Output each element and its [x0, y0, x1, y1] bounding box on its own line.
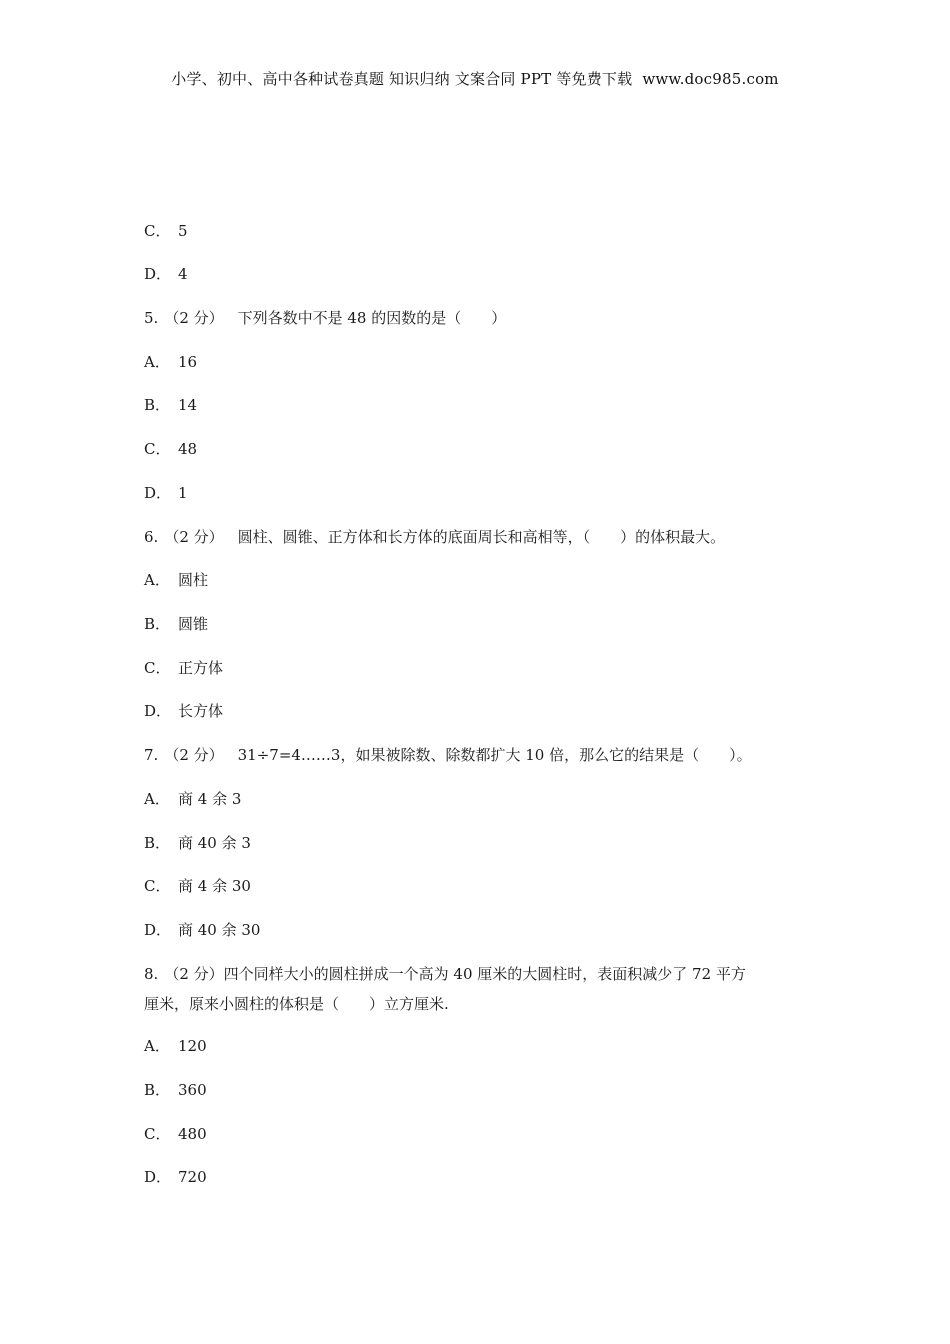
- question-number: 6.: [144, 528, 159, 546]
- option-text: 48: [178, 440, 198, 458]
- question-number: 7.: [144, 746, 159, 764]
- option-letter: B．: [144, 834, 171, 852]
- q5-option-a: [144, 351, 197, 373]
- option-letter: A．: [144, 353, 170, 371]
- question-score: （2 分）: [164, 746, 224, 764]
- option-text: 480: [178, 1125, 207, 1143]
- option-text: 720: [178, 1168, 207, 1186]
- q6-option-b: [144, 613, 208, 635]
- q7-option-c: [144, 875, 251, 897]
- question-text: 31÷7=4……3，如果被除数、除数都扩大 10 倍，那么它的结果是（ ）。: [237, 746, 752, 764]
- option-text: 商 40 余 3: [178, 834, 251, 852]
- q6-option-a: [144, 569, 208, 591]
- page-header: [0, 68, 950, 89]
- q7-option-b: [144, 832, 251, 854]
- q6-option-c: [144, 657, 223, 679]
- q6-stem: [144, 526, 725, 548]
- q7-stem: [144, 744, 752, 766]
- option-letter: D．: [144, 484, 172, 502]
- option-text: 14: [178, 396, 198, 414]
- option-text: 1: [178, 484, 188, 502]
- option-letter: A．: [144, 571, 170, 589]
- option-letter: C．: [144, 440, 171, 458]
- option-letter: C．: [144, 659, 171, 677]
- option-letter: B．: [144, 615, 171, 633]
- option-letter: D．: [144, 921, 172, 939]
- q5-option-c: [144, 438, 197, 460]
- q8-option-c: [144, 1123, 207, 1145]
- q8-option-a: [144, 1035, 207, 1057]
- option-letter: D．: [144, 265, 172, 283]
- option-letter: D．: [144, 1168, 172, 1186]
- question-score: （2 分）: [164, 309, 224, 327]
- option-text: 5: [178, 222, 188, 240]
- header-title: 小学、初中、高中各种试卷真题 知识归纳 文案合同 PPT 等免费下载: [171, 70, 633, 88]
- option-letter: A．: [144, 790, 170, 808]
- question-text: 下列各数中不是 48 的因数的是（ ）: [237, 309, 507, 327]
- q8-stem-line2: [144, 993, 449, 1015]
- question-text-cont: 厘米，原来小圆柱的体积是（ ）立方厘米.: [144, 995, 449, 1013]
- option-letter: C．: [144, 1125, 171, 1143]
- q5-stem: [144, 307, 506, 329]
- header-site: www.doc985.com: [642, 70, 779, 88]
- question-text: 圆柱、圆锥、正方体和长方体的底面周长和高相等，（ ）的体积最大。: [237, 528, 726, 546]
- option-letter: B．: [144, 1081, 171, 1099]
- question-text: 四个同样大小的圆柱拼成一个高为 40 厘米的大圆柱时，表面积减少了 72 平方: [223, 965, 746, 983]
- question-number: 5.: [144, 309, 159, 327]
- option-text: 120: [178, 1037, 207, 1055]
- q5-option-b: [144, 394, 197, 416]
- question-number: 8.: [144, 965, 159, 983]
- question-score: （2 分）: [164, 965, 224, 983]
- option-letter: D．: [144, 702, 172, 720]
- q5-option-d: [144, 482, 188, 504]
- option-text: 商 40 余 30: [178, 921, 261, 939]
- q4-option-c: [144, 220, 188, 242]
- option-text: 圆柱: [178, 571, 209, 589]
- option-text: 商 4 余 30: [178, 877, 251, 895]
- option-letter: A．: [144, 1037, 170, 1055]
- q4-option-d: [144, 263, 188, 285]
- question-score: （2 分）: [164, 528, 224, 546]
- option-text: 360: [178, 1081, 207, 1099]
- q6-option-d: [144, 700, 223, 722]
- option-text: 16: [178, 353, 198, 371]
- q8-stem-line1: [144, 963, 746, 985]
- q8-option-d: [144, 1166, 207, 1188]
- q7-option-d: [144, 919, 260, 941]
- option-text: 正方体: [178, 659, 224, 677]
- option-letter: B．: [144, 396, 171, 414]
- option-text: 圆锥: [178, 615, 209, 633]
- option-text: 商 4 余 3: [178, 790, 242, 808]
- option-letter: C．: [144, 222, 171, 240]
- q7-option-a: [144, 788, 241, 810]
- option-letter: C．: [144, 877, 171, 895]
- option-text: 4: [178, 265, 188, 283]
- option-text: 长方体: [178, 702, 224, 720]
- q8-option-b: [144, 1079, 207, 1101]
